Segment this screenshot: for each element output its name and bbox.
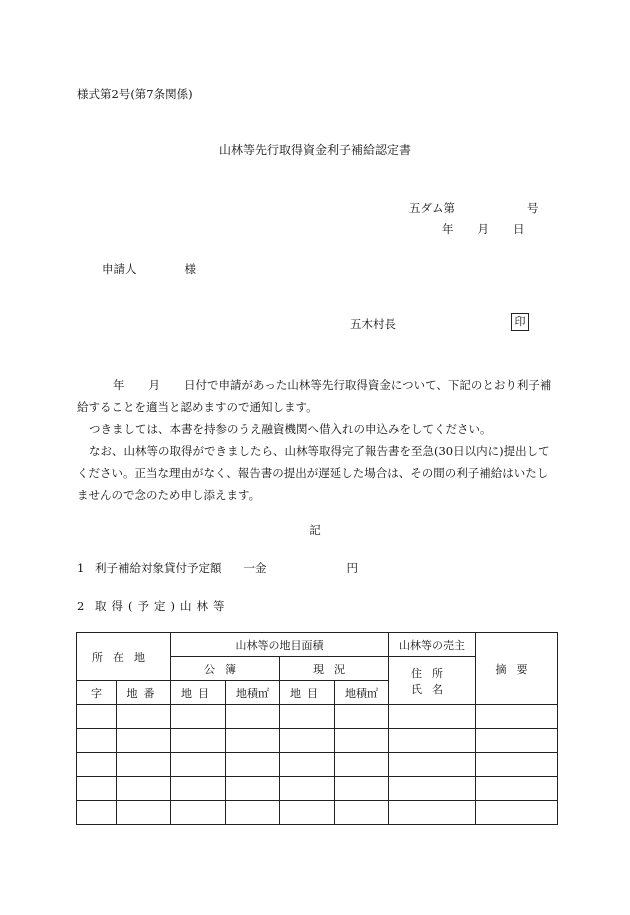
ki-heading: 記 <box>309 523 321 537</box>
item-1-unit: 円 <box>346 561 358 575</box>
date-day: 日 <box>513 222 525 236</box>
p1-text: 日付で申請があった山林等先行取得資金について、下記のとおり利子補給することを適当と認めますので通知します。 <box>77 378 552 414</box>
doc-number-suffix: 号 <box>527 201 539 215</box>
item-2-label: 取得(予定)山林等 <box>95 599 230 613</box>
header-actual: 現況 <box>280 657 389 681</box>
seal-mark: 印 <box>511 313 529 331</box>
header-aza: 字 <box>77 681 117 705</box>
applicant-line <box>102 261 196 277</box>
notice-paragraph-3: なお、山林等の取得ができましたら、山林等取得完了報告書を至急(30日以内に)提出してください。正当な理由がなく、報告書の提出が遅延した場合は、その間の利子補給はいたしませんので念のため申し添えます。 <box>77 444 550 502</box>
item-2-index: 2 <box>77 599 85 613</box>
header-land-type-registry: 地目 <box>171 681 226 705</box>
header-address: 住所 <box>411 666 453 680</box>
table-row <box>77 801 558 825</box>
date-month: 月 <box>477 222 489 236</box>
applicant-honorific: 様 <box>184 262 196 276</box>
document-number <box>409 200 539 216</box>
item-1-index: 1 <box>77 561 85 575</box>
header-name: 氏名 <box>411 682 453 696</box>
form-number: 様式第2号(第7条関係) <box>77 87 193 101</box>
header-area-registry: 地積㎡ <box>226 681 280 705</box>
item-1-amount-prefix: 一金 <box>243 561 267 575</box>
date-year: 年 <box>442 222 454 236</box>
header-lot-number: 地番 <box>117 681 171 705</box>
table-row <box>77 729 558 753</box>
header-area-actual: 地積㎡ <box>335 681 389 705</box>
header-remarks: 摘要 <box>476 633 558 705</box>
header-address-name <box>389 657 476 705</box>
notice-paragraph-1 <box>77 374 557 418</box>
header-location: 所在地 <box>77 633 171 681</box>
notice-body <box>77 374 557 506</box>
item-1 <box>77 560 358 576</box>
issue-date <box>442 221 525 237</box>
p1-year: 年 <box>113 378 125 392</box>
table-row <box>77 753 558 777</box>
notice-paragraph-2: つきましては、本書を持参のうえ融資機関へ借入れの申込みをしてください。 <box>89 422 492 436</box>
item-2 <box>77 598 229 614</box>
table-row <box>77 777 558 801</box>
doc-number-prefix: 五ダム第 <box>409 201 455 215</box>
header-owner: 山林等の売主 <box>389 633 476 657</box>
header-land-type-actual: 地目 <box>280 681 335 705</box>
header-area: 山林等の地目面積 <box>171 633 389 657</box>
item-1-label: 利子補給対象貸付予定額 <box>95 561 222 575</box>
header-registry: 公簿 <box>171 657 280 681</box>
document-title: 山林等先行取得資金利子補給認定書 <box>218 143 411 157</box>
issuer-name: 五木村長 <box>350 317 396 331</box>
p1-month: 月 <box>148 378 160 392</box>
land-table <box>76 632 558 825</box>
table-row <box>77 705 558 729</box>
applicant-label: 申請人 <box>102 262 137 276</box>
